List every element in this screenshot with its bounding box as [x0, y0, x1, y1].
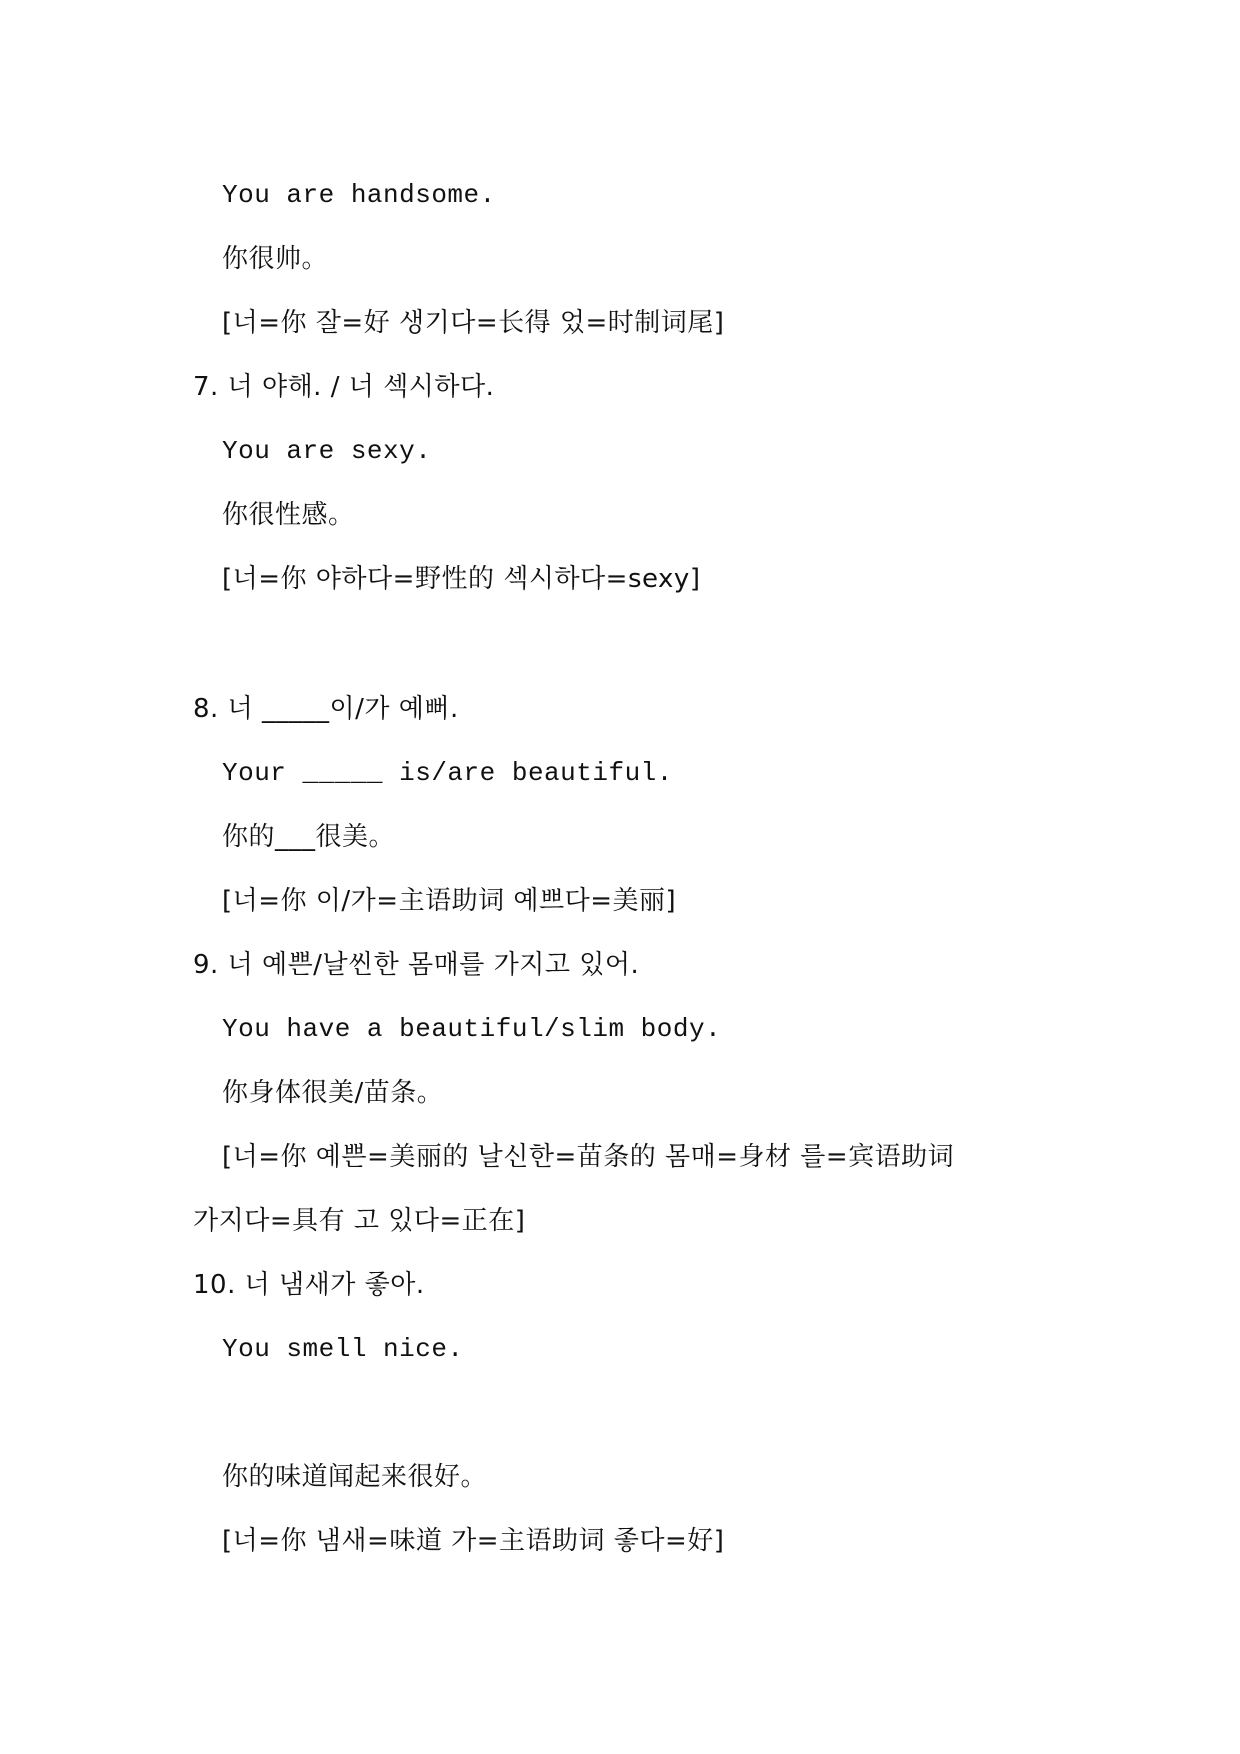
- example-8-glossary: [너=你 이/가=主语助词 예쁘다=美丽]: [222, 886, 677, 916]
- example-7-english: You are sexy.: [222, 436, 432, 466]
- example-10-chinese: 你的味道闻起来很好。: [222, 1462, 488, 1492]
- example-10-korean: 10. 너 냄새가 좋아.: [193, 1270, 425, 1300]
- example-8-korean: 8. 너 _____이/가 예뻐.: [193, 694, 459, 724]
- example-10-english: You smell nice.: [222, 1334, 464, 1364]
- example-9-glossary: [너=你 예쁜=美丽的 날신한=苗条的 몸매=身材 를=宾语助词: [222, 1142, 955, 1172]
- example-9-english: You have a beautiful/slim body.: [222, 1014, 722, 1044]
- example-6-chinese: 你很帅。: [222, 244, 329, 274]
- example-6-english: You are handsome.: [222, 180, 496, 210]
- example-7-glossary: [너=你 야하다=野性的 섹시하다=sexy]: [222, 564, 701, 594]
- example-6-glossary: [너=你 잘=好 생기다=长得 었=时制词尾]: [222, 308, 725, 338]
- example-7-korean: 7. 너 야해. / 너 섹시하다.: [193, 372, 495, 402]
- example-9-glossary-continued: 가지다=具有 고 있다=正在]: [193, 1206, 526, 1236]
- example-7-chinese: 你很性感。: [222, 500, 355, 530]
- example-8-english: Your _____ is/are beautiful.: [222, 758, 673, 788]
- example-9-korean: 9. 너 예쁜/날씬한 몸매를 가지고 있어.: [193, 950, 640, 980]
- example-9-chinese: 你身体很美/苗条。: [222, 1078, 444, 1108]
- example-8-chinese: 你的___很美。: [222, 822, 396, 852]
- example-10-glossary: [너=你 냄새=味道 가=主语助词 좋다=好]: [222, 1526, 725, 1556]
